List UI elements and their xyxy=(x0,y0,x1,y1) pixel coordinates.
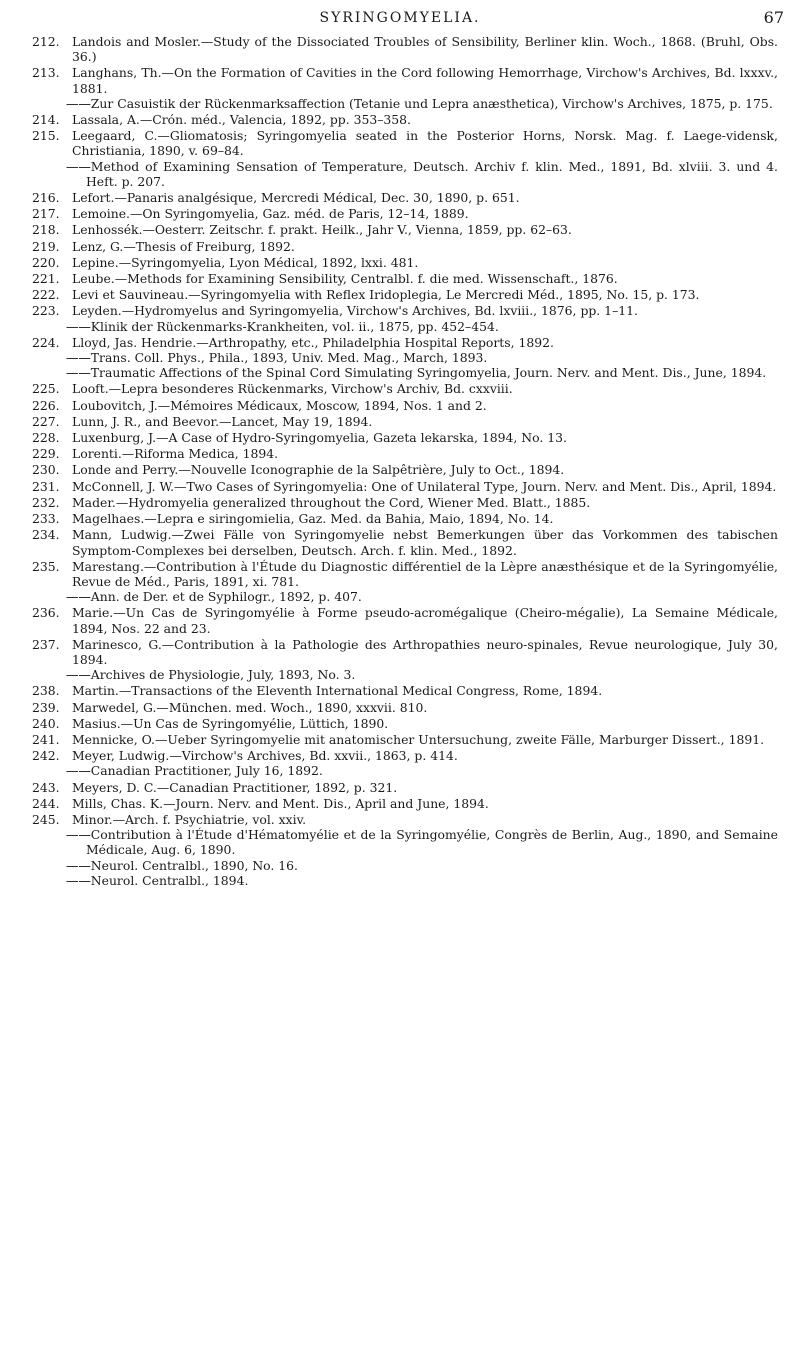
reference-text: Mader.—Hydromyelia generalized throughout the Cord, Wiener Med. Blatt., 1885. xyxy=(72,494,591,510)
reference-text: Mills, Chas. K.—Journ. Nerv. and Ment. Dis., April and June, 1894. xyxy=(72,795,489,811)
reference-number: 232. xyxy=(32,494,60,510)
reference-text: Lunn, J. R., and Beevor.—Lancet, May 19, 1894. xyxy=(72,413,373,429)
reference-entry xyxy=(0,65,800,111)
reference-entry xyxy=(0,271,800,286)
reference-entry xyxy=(0,748,800,778)
reference-entry xyxy=(0,287,800,302)
reference-entry xyxy=(0,239,800,254)
reference-text: McConnell, J. W.—Two Cases of Syringomyelia: One of Unilateral Type, Journ. Nerv. and Ment. Dis., April, 1894. xyxy=(72,478,777,494)
reference-entry xyxy=(0,303,800,333)
reference-entry xyxy=(0,511,800,526)
reference-text: Mann, Ludwig.—Zwei Fälle von Syringomyelie nebst Bemerkungen über das Vorkommen des tabischen Symptom-Complexes bei derselben, Deutsch. Arch. f. klin. Med., 1892. xyxy=(72,527,778,558)
reference-text: Lloyd, Jas. Hendrie.—Arthropathy, etc., Philadelphia Hospital Reports, 1892. xyxy=(72,334,554,350)
reference-text: Lorenti.—Riforma Medica, 1894. xyxy=(72,446,279,462)
reference-number: 233. xyxy=(32,511,60,527)
reference-entry xyxy=(0,222,800,237)
reference-entry xyxy=(0,605,800,635)
reference-number: 245. xyxy=(32,811,60,827)
reference-entry xyxy=(0,462,800,477)
reference-number: 227. xyxy=(32,413,60,429)
reference-number: 236. xyxy=(32,605,60,621)
reference-number: 215. xyxy=(32,128,60,144)
reference-entry xyxy=(0,527,800,557)
reference-entry xyxy=(0,495,800,510)
reference-text: Meyers, D. C.—Canadian Practitioner, 1892, p. 321. xyxy=(72,779,398,795)
reference-text: Langhans, Th.—On the Formation of Cavities in the Cord following Hemorrhage, Virchow's Archives, Bd. lxxxv., 1881. xyxy=(72,65,778,96)
reference-text: Lepine.—Syringomyelia, Lyon Médical, 1892, lxxi. 481. xyxy=(72,254,419,270)
reference-entry xyxy=(0,398,800,413)
reference-number: 241. xyxy=(32,731,60,747)
reference-text: —— ——Klinik der Rückenmarks-Krankheiten, vol. ii., 1875, pp. 452–454. xyxy=(72,319,778,334)
reference-text: Lemoine.—On Syringomyelia, Gaz. méd. de Paris, 12–14, 1889. xyxy=(72,206,469,222)
reference-entry xyxy=(0,812,800,888)
reference-text: Leube.—Methods for Examining Sensibility, Centralbl. f. die med. Wissenschaft., 1876. xyxy=(72,271,618,287)
reference-text: —— ——Neurol. Centralbl., 1894. xyxy=(72,873,778,888)
running-title: SYRINGOMYELIA. xyxy=(319,10,481,26)
reference-text: —— ——Method of Examining Sensation of Temperature, Deutsch. Archiv f. klin. Med., 1891, Bd. xlviii. 3. und 4. Heft. p. 207. xyxy=(72,159,778,189)
reference-number: 234. xyxy=(32,527,60,543)
reference-entry xyxy=(0,479,800,494)
reference-entry xyxy=(0,446,800,461)
reference-entry xyxy=(0,716,800,731)
reference-number: 223. xyxy=(32,303,60,319)
reference-text: Loubovitch, J.—Mémoires Médicaux, Moscow, 1894, Nos. 1 and 2. xyxy=(72,397,487,413)
reference-text: —— ——Neurol. Centralbl., 1890, No. 16. xyxy=(72,858,778,873)
reference-number: 231. xyxy=(32,478,60,494)
reference-text: —— ——Traumatic Affections of the Spinal Cord Simulating Syringomyelia, Journ. Nerv. and Ment. Dis., June, 1894. xyxy=(72,365,778,380)
reference-text: —— ——Ann. de Der. et de Syphilogr., 1892, p. 407. xyxy=(72,589,778,604)
reference-entry xyxy=(0,414,800,429)
reference-entry xyxy=(0,381,800,396)
reference-number: 242. xyxy=(32,748,60,764)
reference-text: Marinesco, G.—Contribution à la Pathologie des Arthropathies neuro-spinales, Revue neurologique, July 30, 1894. xyxy=(72,636,778,667)
reference-text: Marwedel, G.—München. med. Woch., 1890, xxxvii. 810. xyxy=(72,699,428,715)
reference-entry xyxy=(0,683,800,698)
reference-entry xyxy=(0,559,800,605)
reference-list xyxy=(0,34,800,889)
reference-entry xyxy=(0,780,800,795)
reference-entry xyxy=(0,700,800,715)
reference-number: 214. xyxy=(32,112,60,128)
reference-number: 240. xyxy=(32,715,60,731)
reference-number: 225. xyxy=(32,381,60,397)
reference-entry xyxy=(0,190,800,205)
reference-number: 226. xyxy=(32,397,60,413)
reference-text: Marie.—Un Cas de Syringomyélie à Forme pseudo-acromégalique (Cheiro-mégalie), La Semaine Médicale, 1894, Nos. 22 and 23. xyxy=(72,605,778,636)
reference-text: —— ——Contribution à l'Étude d'Hématomyélie et de la Syringomyélie, Congrès de Berlin, Aug., 1890, and Semaine Médicale, Aug. 6, 1890. xyxy=(72,827,778,857)
reference-text: —— ——Canadian Practitioner, July 16, 1892. xyxy=(72,763,778,778)
reference-number: 228. xyxy=(32,430,60,446)
reference-text: Lenz, G.—Thesis of Freiburg, 1892. xyxy=(72,238,295,254)
reference-text: Masius.—Un Cas de Syringomyélie, Lüttich, 1890. xyxy=(72,715,389,731)
reference-entry xyxy=(0,335,800,381)
reference-entry xyxy=(0,255,800,270)
reference-text: —— ——Zur Casuistik der Rückenmarksaffection (Tetanie und Lepra anæsthetica), Virchow's Archives, 1875, p. 175. xyxy=(72,96,778,111)
reference-number: 224. xyxy=(32,334,60,350)
page-number: 67 xyxy=(763,8,784,27)
reference-number: 229. xyxy=(32,446,60,462)
reference-text: Lenhossék.—Oesterr. Zeitschr. f. prakt. Heilk., Jahr V., Vienna, 1859, pp. 62–63. xyxy=(72,222,572,238)
reference-entry xyxy=(0,796,800,811)
reference-text: Minor.—Arch. f. Psychiatrie, vol. xxiv. xyxy=(72,811,307,827)
reference-text: Lassala, A.—Crón. méd., Valencia, 1892, pp. 353–358. xyxy=(72,112,411,128)
reference-text: —— ——Archives de Physiologie, July, 1893, No. 3. xyxy=(72,667,778,682)
reference-number: 217. xyxy=(32,206,60,222)
reference-text: Magelhaes.—Lepra e siringomielia, Gaz. Med. da Bahia, Maio, 1894, No. 14. xyxy=(72,511,554,527)
reference-number: 220. xyxy=(32,254,60,270)
reference-number: 216. xyxy=(32,190,60,206)
reference-number: 237. xyxy=(32,636,60,652)
reference-text: Lefort.—Panaris analgésique, Mercredi Médical, Dec. 30, 1890, p. 651. xyxy=(72,190,520,206)
reference-number: 212. xyxy=(32,34,60,49)
reference-text: Landois and Mosler.—Study of the Dissociated Troubles of Sensibility, Berliner klin. Woch., 1868. (Bruhl, Obs. 36.) xyxy=(72,34,778,65)
reference-text: Luxenburg, J.—A Case of Hydro-Syringomyelia, Gazeta lekarska, 1894, No. 13. xyxy=(72,430,567,446)
reference-number: 235. xyxy=(32,558,60,574)
reference-text: —— ——Trans. Coll. Phys., Phila., 1893, Univ. Med. Mag., March, 1893. xyxy=(72,350,778,365)
reference-entry xyxy=(0,34,800,64)
reference-text: Mennicke, O.—Ueber Syringomyelie mit anatomischer Untersuchung, zweite Fälle, Marburger Dissert., 1891. xyxy=(72,731,765,747)
reference-text: Levi et Sauvineau.—Syringomyelia with Reflex Iridoplegia, Le Mercredi Méd., 1895, No. 15, p. 173. xyxy=(72,287,700,303)
reference-number: 243. xyxy=(32,779,60,795)
reference-entry xyxy=(0,732,800,747)
reference-entry xyxy=(0,128,800,189)
reference-number: 238. xyxy=(32,683,60,699)
reference-text: Leyden.—Hydromyelus and Syringomyelia, Virchow's Archives, Bd. lxviii., 1876, pp. 1–11. xyxy=(72,303,638,319)
reference-number: 219. xyxy=(32,238,60,254)
reference-number: 222. xyxy=(32,287,60,303)
reference-number: 213. xyxy=(32,65,60,81)
reference-text: Marestang.—Contribution à l'Étude du Diagnostic différentiel de la Lèpre anæsthésique et de la Syringomyélie, Revue de Méd., Paris, 1891, xi. 781. xyxy=(72,558,778,589)
reference-number: 244. xyxy=(32,795,60,811)
reference-entry xyxy=(0,206,800,221)
reference-text: Martin.—Transactions of the Eleventh International Medical Congress, Rome, 1894. xyxy=(72,683,603,699)
reference-text: Meyer, Ludwig.—Virchow's Archives, Bd. xxvii., 1863, p. 414. xyxy=(72,748,458,764)
reference-entry xyxy=(0,112,800,127)
reference-number: 221. xyxy=(32,271,60,287)
reference-entry xyxy=(0,637,800,683)
reference-text: Leegaard, C.—Gliomatosis; Syringomyelia seated in the Posterior Horns, Norsk. Mag. f. Laege-vidensk, Christiania, 1890, v. 69–84. xyxy=(72,128,778,159)
reference-entry xyxy=(0,430,800,445)
reference-text: Looft.—Lepra besonderes Rückenmarks, Virchow's Archiv, Bd. cxxviii. xyxy=(72,381,513,397)
reference-text: Londe and Perry.—Nouvelle Iconographie de la Salpêtrière, July to Oct., 1894. xyxy=(72,462,565,478)
reference-number: 218. xyxy=(32,222,60,238)
reference-number: 230. xyxy=(32,462,60,478)
reference-number: 239. xyxy=(32,699,60,715)
